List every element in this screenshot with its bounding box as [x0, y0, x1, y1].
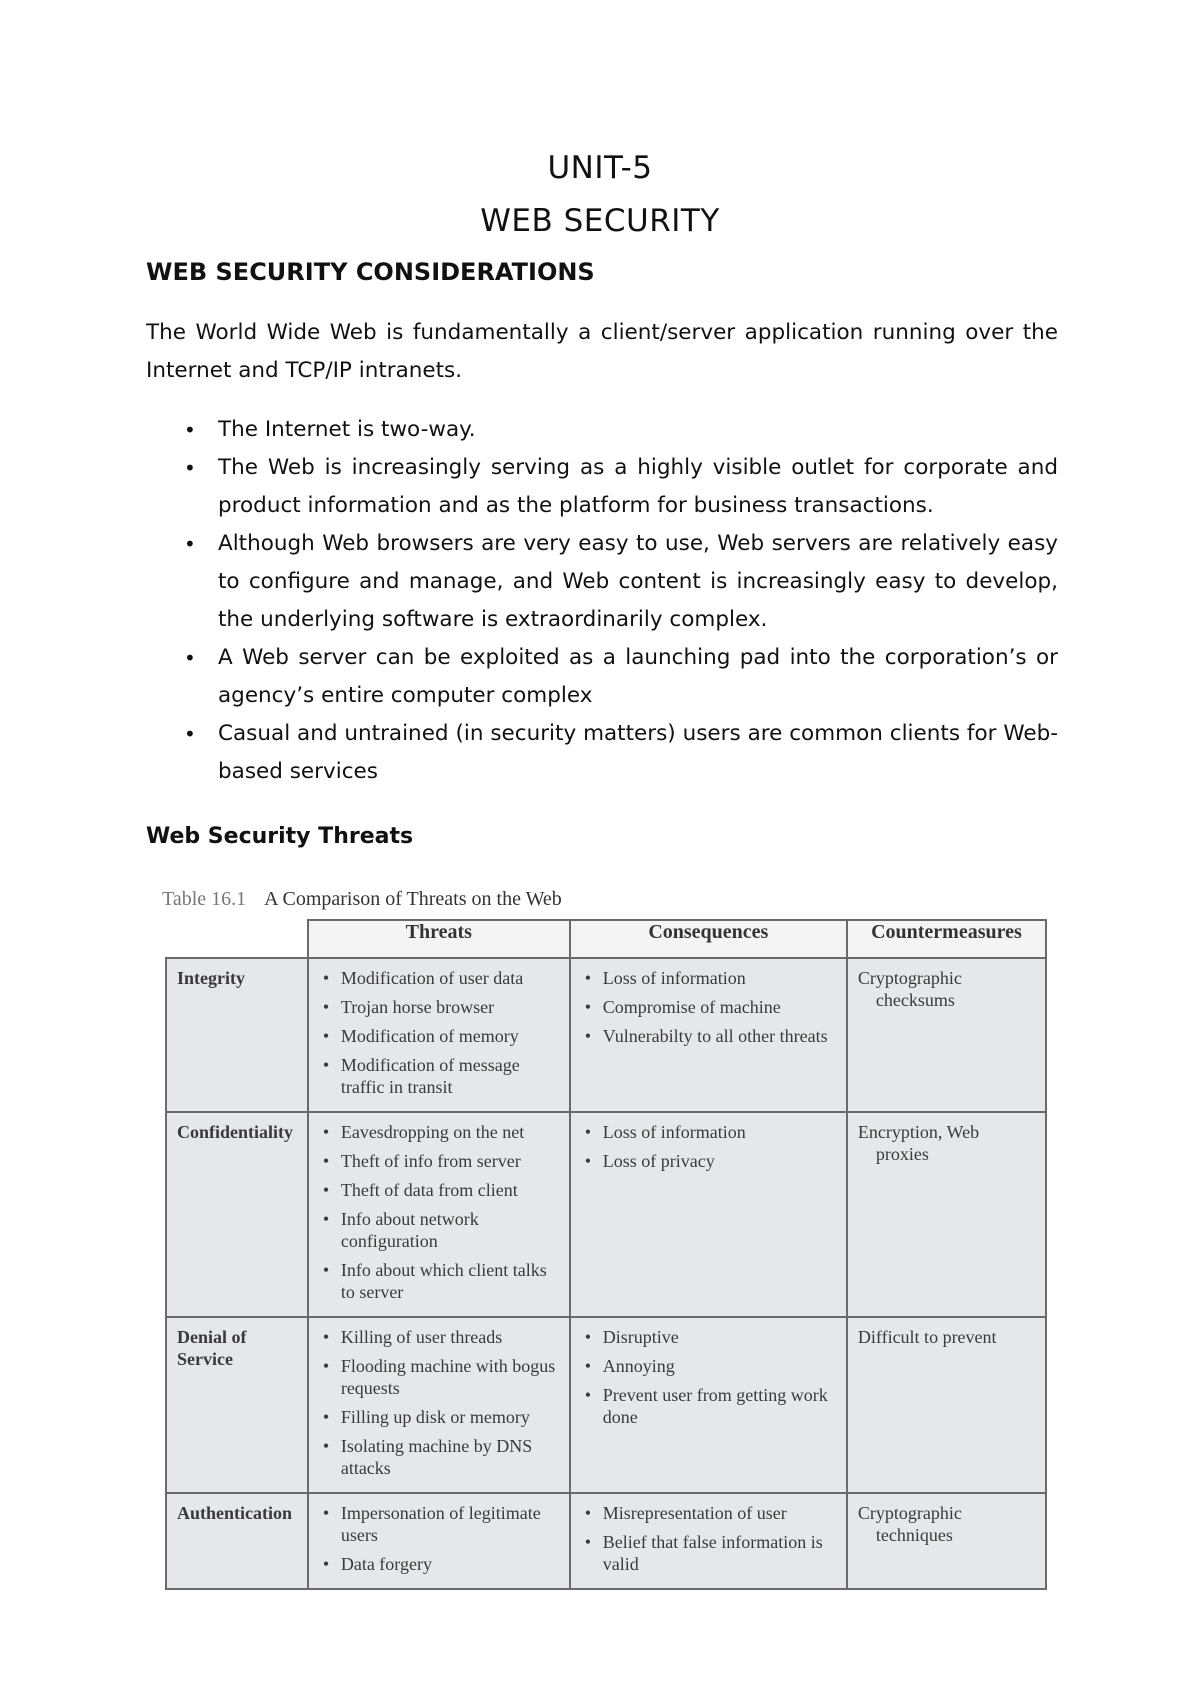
- threat-item: • Modification of memory: [319, 1025, 561, 1047]
- list-item: • The Web is increasingly serving as a highly visible outlet for corporate and product information and as the platform for business transactions.: [146, 449, 1058, 525]
- page-title: WEB SECURITY: [480, 203, 720, 239]
- section-heading: WEB SECURITY CONSIDERATIONS: [146, 258, 595, 286]
- consequences-cell: [570, 958, 847, 1112]
- bullet-icon: •: [184, 532, 196, 556]
- threat-item: • Theft of data from client: [319, 1179, 561, 1201]
- threats-cell: [308, 958, 570, 1112]
- list-item: • Casual and untrained (in security matters) users are common clients for Web-based services: [146, 715, 1058, 791]
- row-category: Denial of Service: [166, 1317, 308, 1493]
- countermeasures-cell: [847, 1493, 1046, 1589]
- threat-item: • Modification of user data: [319, 967, 561, 989]
- countermeasure-line: Cryptographic: [857, 968, 962, 988]
- consequence-item: • Annoying: [581, 1355, 838, 1377]
- consequence-item: • Vulnerabilty to all other threats: [581, 1025, 838, 1047]
- threat-item: • Info about network configuration: [319, 1208, 561, 1252]
- table-row: [166, 1493, 1046, 1589]
- threats-cell: [308, 1112, 570, 1317]
- threat-item: • Filling up disk or memory: [319, 1406, 561, 1428]
- threat-item: • Trojan horse browser: [319, 996, 561, 1018]
- consequence-item: • Misrepresentation of user: [581, 1502, 838, 1524]
- consequence-item: • Belief that false information is valid: [581, 1531, 838, 1575]
- consequence-item: • Prevent user from getting work done: [581, 1384, 838, 1428]
- list-item: • A Web server can be exploited as a launching pad into the corporation’s or agency’s entire computer complex: [146, 639, 1058, 715]
- table-row: [166, 958, 1046, 1112]
- table-caption: [162, 888, 562, 911]
- column-header-threats: Threats: [308, 920, 570, 958]
- consequence-item: • Disruptive: [581, 1326, 838, 1348]
- threats-table: [165, 919, 1047, 1590]
- threat-item: • Killing of user threads: [319, 1326, 561, 1348]
- consequence-item: • Loss of privacy: [581, 1150, 838, 1172]
- threat-item: • Modification of message traffic in transit: [319, 1054, 561, 1098]
- consequence-item: • Loss of information: [581, 1121, 838, 1143]
- bullet-icon: •: [184, 722, 196, 746]
- consequences-cell: [570, 1493, 847, 1589]
- list-item: • The Internet is two-way.: [146, 411, 1058, 449]
- table-header-row: [166, 920, 1046, 958]
- threat-item: • Flooding machine with bogus requests: [319, 1355, 561, 1399]
- countermeasures-cell: [847, 1317, 1046, 1493]
- row-category: Confidentiality: [166, 1112, 308, 1317]
- consequence-item: • Loss of information: [581, 967, 838, 989]
- threat-item: • Eavesdropping on the net: [319, 1121, 561, 1143]
- consideration-list: [146, 411, 1058, 791]
- countermeasure-line: checksums: [875, 990, 955, 1010]
- table-caption-title: A Comparison of Threats on the Web: [264, 888, 562, 910]
- consequences-cell: [570, 1112, 847, 1317]
- threats-cell: [308, 1493, 570, 1589]
- threats-cell: [308, 1317, 570, 1493]
- countermeasures-cell: [847, 1112, 1046, 1317]
- countermeasure-line: Encryption, Web: [857, 1122, 980, 1142]
- threat-item: • Theft of info from server: [319, 1150, 561, 1172]
- countermeasures-cell: [847, 958, 1046, 1112]
- threats-heading: Web Security Threats: [146, 824, 414, 849]
- bullet-icon: •: [184, 418, 196, 442]
- intro-paragraph: The World Wide Web is fundamentally a client/server application running over the Internet and TCP/IP intranets.: [146, 320, 1058, 383]
- table-row: [166, 1112, 1046, 1317]
- threat-item: • Impersonation of legitimate users: [319, 1502, 561, 1546]
- table-number: Table 16.1: [162, 888, 247, 910]
- threat-item: • Info about which client talks to server: [319, 1259, 561, 1303]
- countermeasure-line: Cryptographic: [857, 1503, 962, 1523]
- bullet-icon: •: [184, 646, 196, 670]
- countermeasure-line: Difficult to prevent: [857, 1327, 997, 1347]
- header-blank-cell: [166, 920, 308, 958]
- countermeasure-line: techniques: [875, 1525, 953, 1545]
- threat-item: • Isolating machine by DNS attacks: [319, 1435, 561, 1479]
- consequences-cell: [570, 1317, 847, 1493]
- consequence-item: • Compromise of machine: [581, 996, 838, 1018]
- row-category: Integrity: [166, 958, 308, 1112]
- column-header-consequences: Consequences: [570, 920, 847, 958]
- list-item: • Although Web browsers are very easy to use, Web servers are relatively easy to configure and manage, and Web content is increasingly easy to develop, the underlying software is extraordinarily complex.: [146, 525, 1058, 639]
- row-category: Authentication: [166, 1493, 308, 1589]
- countermeasure-line: proxies: [875, 1144, 929, 1164]
- threat-item: • Data forgery: [319, 1553, 561, 1575]
- table-row: [166, 1317, 1046, 1493]
- unit-number: UNIT-5: [547, 150, 653, 186]
- column-header-countermeasures: Countermeasures: [847, 920, 1046, 958]
- bullet-icon: •: [184, 456, 196, 480]
